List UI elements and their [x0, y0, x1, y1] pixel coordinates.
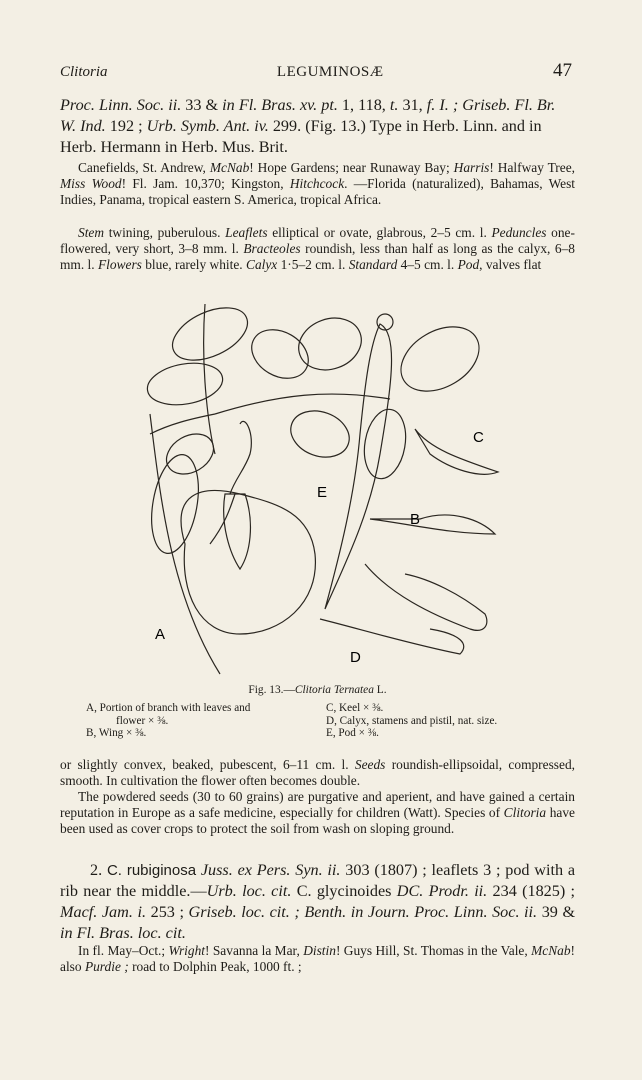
collector-name: Wright — [168, 943, 205, 958]
ref-text: in — [222, 96, 235, 114]
figure-label-c: C — [473, 429, 484, 446]
ref-text: Macf. Jam. i. — [60, 903, 147, 921]
specimen-text: ! Halfway Tree, — [489, 160, 575, 175]
caption-text: L. — [376, 684, 387, 696]
ref-text: Griseb. Fl. Br. W. Ind. — [60, 96, 556, 135]
leaflet — [284, 403, 355, 465]
references-paragraph — [60, 95, 575, 158]
description-text: one-flowered, very short, 3–8 mm. l. — [60, 225, 575, 256]
collector-name: McNab — [531, 943, 571, 958]
pod — [325, 324, 392, 609]
species-2-paragraph — [60, 860, 575, 944]
leaflet — [359, 406, 411, 482]
flower-keel — [224, 494, 251, 569]
ref-text: in Fl. Bras. loc. cit. — [60, 924, 186, 942]
collector-name: McNab — [209, 160, 250, 175]
calyx-detail — [320, 619, 464, 654]
species-name: C. rubiginosa — [106, 862, 197, 879]
legend-item: flower × ⅜. — [116, 714, 169, 727]
description-text: elliptical or ovate, glabrous, 2–5 cm. l. — [272, 225, 487, 240]
leaflet — [291, 310, 368, 379]
ref-text: 303 (1807) ; leaflets 3 ; pod with a rib near the middle.— — [60, 861, 576, 900]
wing-line — [210, 494, 235, 544]
running-head — [60, 60, 572, 82]
character-term: Calyx — [246, 257, 278, 272]
collector-name: Distin — [303, 943, 336, 958]
specimen-text: ! also — [60, 943, 576, 974]
character-term: Flowers — [97, 257, 142, 272]
calyx-line — [230, 421, 251, 494]
description-text: , valves flat — [479, 257, 542, 272]
leaflet — [144, 358, 226, 411]
character-term: Standard — [348, 257, 398, 272]
ref-text: 299. — [272, 117, 302, 135]
ref-text: t. — [389, 96, 399, 114]
branch-line — [150, 414, 215, 434]
legend-item: B, Wing × ⅜. — [86, 727, 147, 739]
legend-item: C, Keel × ⅜. — [326, 702, 384, 714]
species-2-specimens — [60, 943, 575, 975]
ref-text: Urb. Symb. Ant. iv. — [146, 117, 269, 135]
running-head-genus: Clitoria — [60, 64, 108, 80]
flower-standard — [181, 491, 315, 634]
figure-legend — [86, 702, 566, 740]
stamen-detail — [365, 564, 487, 630]
leaflet — [145, 451, 206, 557]
caption-text: Fig. 13.— — [248, 684, 295, 696]
uses-paragraph — [60, 789, 575, 837]
ref-text: 253 ; — [150, 903, 184, 921]
collector-name: Hitchcock — [289, 176, 345, 191]
ref-text: Proc. Linn. Soc. ii. — [60, 96, 182, 114]
leaflet — [164, 297, 255, 371]
body-text: The powdered seeds (30 to 60 grains) are purgative and aperient, and have gained a certain reputation in Europe as a safe medicine, especially for children (Watt). Species of — [60, 789, 575, 820]
description-text: twining, puberulous. — [108, 225, 221, 240]
character-term: Seeds — [354, 757, 386, 772]
specimen-text: ! Hope Gardens; near Runaway Bay; — [249, 160, 450, 175]
ref-text: 192 ; — [109, 117, 143, 135]
caption-species: Clitoria Ternatea — [294, 684, 374, 696]
figure-label-d: D — [350, 649, 361, 666]
leaflet — [390, 314, 491, 404]
ref-text: 39 & — [541, 903, 576, 921]
body-text: roundish-ellipsoidal, compressed, smooth. In cultivation the flower often becomes double. — [60, 757, 575, 788]
type-statement: Type in Herb. Linn. and in Herb. Hermann in Herb. Mus. Brit. — [60, 117, 542, 156]
legend-item: E, Pod × ⅜. — [326, 727, 379, 739]
keel-detail — [415, 429, 498, 474]
ref-text: DC. Prodr. ii. — [396, 882, 488, 900]
collector-name: Miss Wood — [60, 176, 122, 191]
body-text: or slightly convex, beaked, pubescent, 6–11 cm. l. — [60, 757, 349, 772]
character-term: Peduncles — [491, 225, 547, 240]
ref-text: Fl. Bras. xv. pt. — [238, 96, 338, 114]
specimen-text: ! Savanna la Mar, — [205, 943, 300, 958]
description-text: 1·5–2 cm. l. — [280, 257, 346, 272]
genus-name: Clitoria — [503, 805, 547, 820]
specimen-text: ! Fl. Jam. 10,370; Kingston, — [121, 176, 284, 191]
continuation-paragraph — [60, 757, 575, 789]
stem-line — [204, 304, 215, 454]
ref-text: f. I. ; — [426, 96, 459, 114]
character-term: Leaflets — [225, 225, 268, 240]
figure-reference: (Fig. 13.) — [305, 117, 366, 135]
body-text: have been used as cover crops to protect the soil from wash on sloping ground. — [60, 805, 575, 836]
ref-text: Juss. ex Pers. Syn. ii. — [200, 861, 341, 879]
figure-label-b: B — [410, 511, 421, 528]
specimen-text: Canefields, St. Andrew, — [78, 160, 206, 175]
ref-text: 1, 118, — [341, 96, 386, 114]
figure-caption — [60, 684, 575, 696]
species-number: 2. — [90, 861, 103, 879]
ref-text: 33 & — [185, 96, 219, 114]
character-term: Bracteoles — [243, 241, 301, 256]
legend-col-right — [326, 702, 566, 740]
distribution-text: . —Florida (naturalized), Bahamas, West Indies, Panama, tropical eastern S. America, tropical Africa. — [60, 176, 576, 207]
specimen-text: ! Guys Hill, St. Thomas in the Vale, — [335, 943, 528, 958]
figure-label-e: E — [317, 484, 328, 501]
legend-item: A, Portion of branch with leaves and — [86, 702, 251, 714]
synonym: C. glycinoides — [296, 882, 392, 900]
ref-text: 234 (1825) ; — [492, 882, 576, 900]
ref-text: Urb. loc. cit. — [206, 882, 292, 900]
legend-item: D, Calyx, stamens and pistil, nat. size. — [326, 714, 498, 727]
character-term: Pod — [457, 257, 480, 272]
collector-name: Harris — [453, 160, 490, 175]
running-head-family: LEGUMINOSÆ — [276, 64, 384, 80]
specimens-paragraph — [60, 160, 575, 208]
ref-text: Griseb. loc. cit. ; Benth. in Journ. Proc. Linn. Soc. ii. — [188, 903, 538, 921]
specimen-text: In fl. May–Oct.; — [78, 943, 166, 958]
figure-label-a: A — [155, 626, 166, 643]
character-term: Stem — [78, 225, 105, 240]
specimen-text: road to Dolphin Peak, 1000 ft. ; — [132, 959, 302, 974]
description-text: 4–5 cm. l. — [400, 257, 455, 272]
page-number: 47 — [553, 60, 572, 81]
ref-text: 31, — [402, 96, 423, 114]
collector-name: Purdie ; — [84, 959, 129, 974]
botanical-illustration — [130, 294, 510, 684]
legend-col-left — [86, 702, 326, 740]
description-text: blue, rarely white. — [145, 257, 243, 272]
description-text: roundish, less than half as long as the calyx, 6–8 mm. l. — [60, 241, 575, 272]
description-paragraph — [60, 225, 575, 273]
wing-detail — [370, 515, 495, 534]
